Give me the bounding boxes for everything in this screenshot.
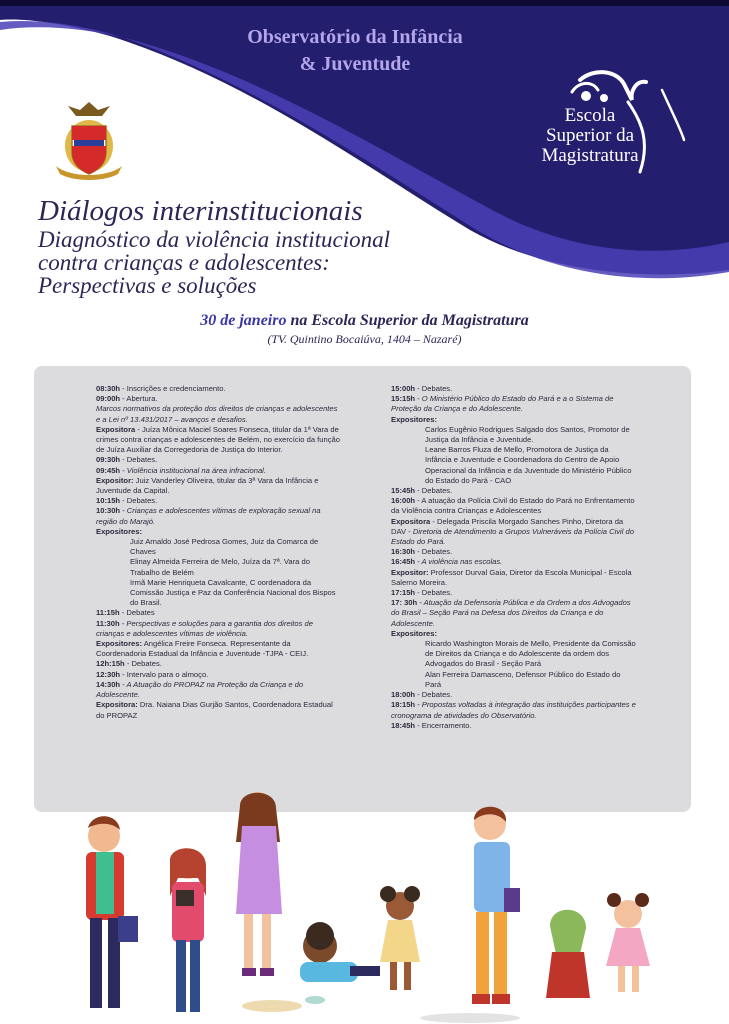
tall-boy-figure [472, 807, 520, 1004]
schedule-text: - Debates. [415, 547, 453, 557]
schedule-italic: - Crianças e adolescentes vítimas de exploração sexual na região do Marajó. [96, 506, 321, 526]
schedule-text: - Debates. [124, 659, 162, 669]
schedule-indent: Elinay Almeida Ferreira de Melo, Juíza da 7ª. Vara do Trabalho de Belém [130, 557, 310, 577]
schedule-item [391, 496, 636, 516]
schedule-time: 17: 30h [391, 598, 418, 608]
schedule-item [391, 425, 636, 445]
schedule-time: 12h:15h [96, 659, 125, 669]
event-subtitle-line2: contra crianças e adolescentes: [38, 250, 330, 275]
schedule-item [391, 415, 636, 425]
state-crest-logo [50, 96, 128, 184]
schedule-item [96, 425, 341, 456]
schedule-item [391, 486, 636, 496]
schedule-item [96, 639, 341, 659]
schedule-item [96, 557, 341, 577]
schedule-italic: - Propostas voltadas à integração das instituições participantes e cronograma de atividades do Observatório. [391, 700, 636, 720]
small-girl-figure [380, 886, 420, 990]
schedule-label: Expositores: [96, 639, 142, 649]
schedule-item [391, 445, 636, 486]
schedule-time: 11:30h [96, 618, 120, 628]
schedule-text: - Debates. [120, 455, 158, 465]
pink-dress-girl-figure [606, 893, 650, 992]
schedule-item [391, 557, 636, 567]
schedule-italic: - O Ministério Público do Estado do Pará e a o Sistema de Proteção da Criança e do Adolescente. [391, 394, 614, 414]
schedule-time: 16:30h [391, 547, 416, 557]
schedule-label: Expositores: [96, 526, 142, 536]
event-subtitle-line3: Perspectivas e soluções [38, 273, 257, 298]
schedule-item [391, 568, 636, 588]
schedule-text: Angélica Freire Fonseca. Representante da Coordenadoria Estadual da Infância e Juventude -TJPA - CEIJ. [96, 639, 309, 659]
schedule-text: - Debates. [120, 496, 158, 506]
schedule-item [96, 659, 341, 669]
schedule-time: 09:00h [96, 394, 121, 404]
esm-line1: Escola [564, 105, 616, 126]
schedule-text: - Debates. [415, 384, 453, 393]
schedule-text: - Delegada Priscila Morgado Sanches Pinho, Diretora da DAV - [391, 516, 624, 536]
event-date: 30 de janeiro [200, 312, 287, 329]
schedule-text: - Abertura. [120, 394, 158, 404]
schedule-text: Professor Durval Gaia, Diretor da Escola Municipal - Escola Salerno Moreira. [391, 567, 632, 587]
schedule-item [96, 527, 341, 537]
children-illustration [0, 786, 729, 1024]
schedule-text: - Debates. [415, 690, 453, 700]
magistrature-school-wordmark [520, 106, 660, 166]
schedule-item [391, 394, 636, 414]
schedule-item [96, 476, 341, 496]
schedule-italic: - Atuação da Defensoria Pública e da Ordem a dos Advogados do Brasil – Seção Pará na Defesa dos Direitos da Criança e do Adolescente. [391, 598, 631, 628]
schedule-label: Expositor: [391, 567, 429, 577]
schedule-time: 10:15h [96, 496, 121, 506]
event-title: Diálogos interinstitucionais [38, 195, 363, 227]
schedule-item [391, 639, 636, 670]
schedule-indent: Carlos Eugênio Rodrigues Salgado dos Santos, Promotor de Justiça da Infância e Juventude. [425, 424, 630, 445]
esm-line2: Superior da [545, 125, 635, 146]
event-address: (TV. Quintino Bocaiúva, 1404 – Nazaré) [267, 332, 462, 346]
schedule-label: Expositores: [391, 628, 437, 638]
schedule-item [96, 680, 341, 700]
event-subtitle-line1: Diagnóstico da violência institucional [38, 227, 390, 252]
schedule-time: 15:45h [391, 486, 416, 496]
schedule-text: - Intervalo para o almoço. [120, 669, 209, 679]
observatory-line1: Observatório da Infância [247, 26, 463, 48]
event-titles [38, 194, 498, 297]
schedule-item [391, 690, 636, 700]
schedule-text: - Encerramento. [415, 720, 472, 730]
schedule-text: Dra. Naiana Dias Gurjão Santos, Coordenadora Estadual do PROPAZ [96, 700, 333, 720]
event-place: na Escola Superior da Magistratura [290, 312, 529, 329]
schedule-time: 18:15h [391, 700, 416, 710]
schedule-italic: Marcos normativos da proteção dos direitos de crianças e adolescentes e a Lei nº 13.431/2017 – avanços e desafios. [96, 404, 338, 424]
schedule-label: Expositora [96, 424, 136, 434]
schedule-label: Expositor: [96, 475, 134, 485]
schedule-time: 09:30h [96, 455, 121, 465]
teacher-figure [236, 792, 282, 976]
schedule-item [96, 700, 341, 720]
schedule-indent: Ricardo Washington Morais de Mello, Presidente da Comissão de Direitos da Criança e do Adolescente da ordem dos Advogados do Brasil - Seção Pará [425, 639, 636, 669]
schedule-item [391, 384, 636, 394]
schedule-item [96, 506, 341, 526]
schedule-time: 18:45h [391, 720, 416, 730]
schedule-time: 15:00h [391, 384, 416, 393]
schedule-text: - Debates [119, 608, 155, 618]
schedule-text: - Debates. [415, 486, 453, 496]
schedule-item [391, 598, 636, 629]
schedule-time: 18:00h [391, 690, 416, 700]
schedule-item [96, 404, 341, 424]
boy-with-glasses-figure [86, 816, 138, 1008]
schedule-text: Juiz Vanderley Oliveira, titular da 3ª Vara da Infância e Juventude da Capital. [96, 475, 319, 496]
schedule-indent: Juiz Arnaldo José Pedrosa Gomes, Juiz da Comarca de Chaves [130, 537, 319, 557]
schedule-item [391, 670, 636, 690]
schedule-time: 16:00h [391, 496, 416, 506]
schedule-right-column [391, 384, 636, 731]
event-date-place [0, 312, 729, 330]
schedule-time: 10:30h [96, 506, 121, 516]
schedule-item [96, 466, 341, 476]
schedule-item [391, 588, 636, 598]
schedule-item [391, 700, 636, 720]
schedule-item [96, 619, 341, 639]
schedule-label: Expositora: [96, 700, 138, 710]
schedule-indent: Irmã Marie Henriqueta Cavalcante, C oordenadora da Comissão Justiça e Paz da Conferência Nacional dos Bispos do Brasil. [130, 577, 336, 608]
schedule-time: 11:15h [96, 608, 120, 618]
schedule-text: - A atuação da Polícia Civil do Estado do Pará no Enfrentamento da Violência contra Crianças e Adolescentes [391, 496, 635, 516]
schedule-left-column [96, 384, 341, 721]
girl-with-book-figure [170, 848, 206, 1012]
schedule-italic: - Perspectivas e soluções para a garantia dos direitos de crianças e adolescentes vítimas de violência. [96, 618, 313, 638]
schedule-item [96, 455, 341, 465]
schedule-item [96, 537, 341, 557]
schedule-item [391, 721, 636, 731]
child-drawing-figure [300, 922, 380, 982]
schedule-time: 17:15h [391, 588, 416, 598]
schedule-text: - Inscrições e credenciamento. [120, 384, 226, 393]
schedule-item [391, 517, 636, 548]
schedule-italic: - Violência institucional na área infracional. [120, 465, 266, 475]
schedule-text: - Juíza Mônica Maciel Soares Fonseca, titular da 1ª Vara de crimes contra crianças e adolescentes de Belém, no exercício da função de Juíza Auxiliar da Corregedoria de Justiça do Interior. [96, 424, 340, 455]
schedule-time: 16:45h [391, 557, 416, 567]
schedule-label: Expositora [391, 516, 431, 526]
schedule-item [96, 394, 341, 404]
schedule-item [391, 547, 636, 557]
schedule-item [96, 670, 341, 680]
schedule-italic: - A violência nas escolas. [415, 557, 503, 567]
observatory-title [205, 24, 505, 78]
schedule-time: 09:45h [96, 465, 121, 475]
schedule-text: - Debates. [415, 588, 453, 598]
schedule-indent: Leane Barros Fluza de Mello, Promotora de Justiça da Infância e Juventude e Coordenadora do Centro de Apoio Operacional da Infância e da Juventude do Ministério Público do Estado do Pará - CAO [425, 445, 632, 485]
schedule-item [96, 608, 341, 618]
observatory-line2: & Juventude [299, 53, 411, 75]
schedule-italic: - A Atuação do PROPAZ na Proteção da Criança e do Adolescente. [96, 679, 304, 700]
schedule-time: 08:30h [96, 384, 121, 393]
esm-line3: Magistratura [541, 145, 639, 166]
schedule-italic: Diretoria de Atendimento a Grupos Vulneráveis da Polícia Civil do Estado do Pará. [391, 526, 634, 547]
schedule-label: Expositores: [391, 414, 437, 424]
schedule-time: 14:30h [96, 679, 121, 689]
schedule-item [96, 496, 341, 506]
schedule-indent: Alan Ferreira Damasceno, Defensor Público do Estado do Pará [425, 669, 621, 689]
schedule-item [96, 384, 341, 394]
hijab-girl-figure [546, 910, 590, 998]
schedule-item [391, 629, 636, 639]
schedule-item [96, 578, 341, 609]
schedule-time: 12:30h [96, 669, 121, 679]
schedule-time: 15:15h [391, 394, 416, 404]
